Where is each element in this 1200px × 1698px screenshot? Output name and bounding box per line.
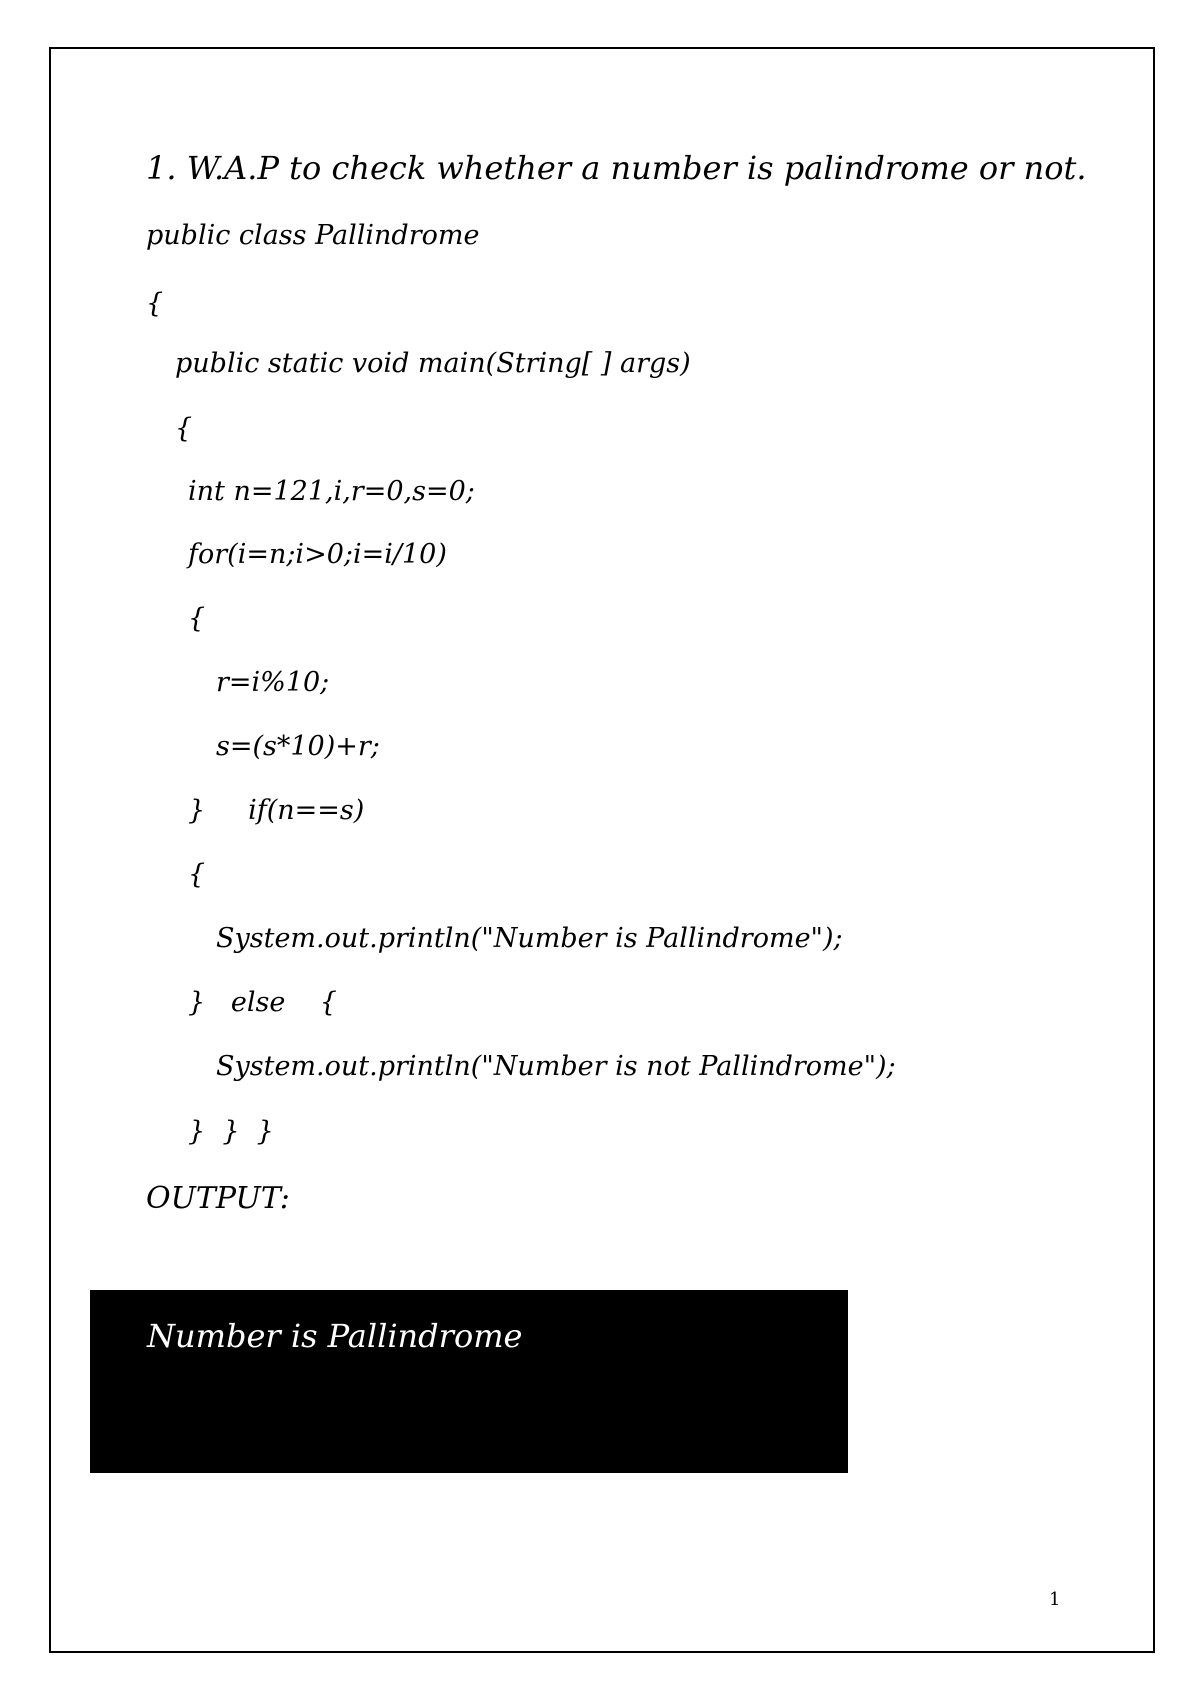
code-line-sum: s=(s*10)+r;	[216, 731, 380, 762]
code-line-closing-braces: } } }	[188, 1116, 274, 1147]
code-line-if-condition: } if(n==s)	[188, 795, 365, 826]
code-line-print-not-palindrome: System.out.println("Number is not Pallindrome");	[216, 1051, 896, 1082]
question-heading: 1. W.A.P to check whether a number is palindrome or not.	[146, 149, 1087, 187]
code-line-class-declaration: public class Pallindrome	[146, 220, 480, 251]
console-output-text: Number is Pallindrome	[147, 1317, 523, 1355]
code-line-if-open-brace: {	[188, 859, 206, 890]
code-line-print-palindrome: System.out.println("Number is Pallindrome");	[216, 923, 843, 954]
code-line-else: } else {	[188, 987, 337, 1018]
code-line-for-loop: for(i=n;i>0;i=i/10)	[188, 539, 447, 570]
code-line-remainder: r=i%10;	[216, 667, 330, 698]
page-number: 1	[1049, 1589, 1061, 1610]
code-line-main-open-brace: {	[175, 413, 193, 444]
code-line-variable-declaration: int n=121,i,r=0,s=0;	[188, 476, 475, 507]
output-label: OUTPUT:	[146, 1181, 290, 1216]
code-line-main-method: public static void main(String[ ] args)	[175, 348, 691, 379]
code-line-class-open-brace: {	[146, 288, 164, 319]
console-output-panel	[90, 1290, 848, 1473]
code-line-for-open-brace: {	[188, 603, 206, 634]
